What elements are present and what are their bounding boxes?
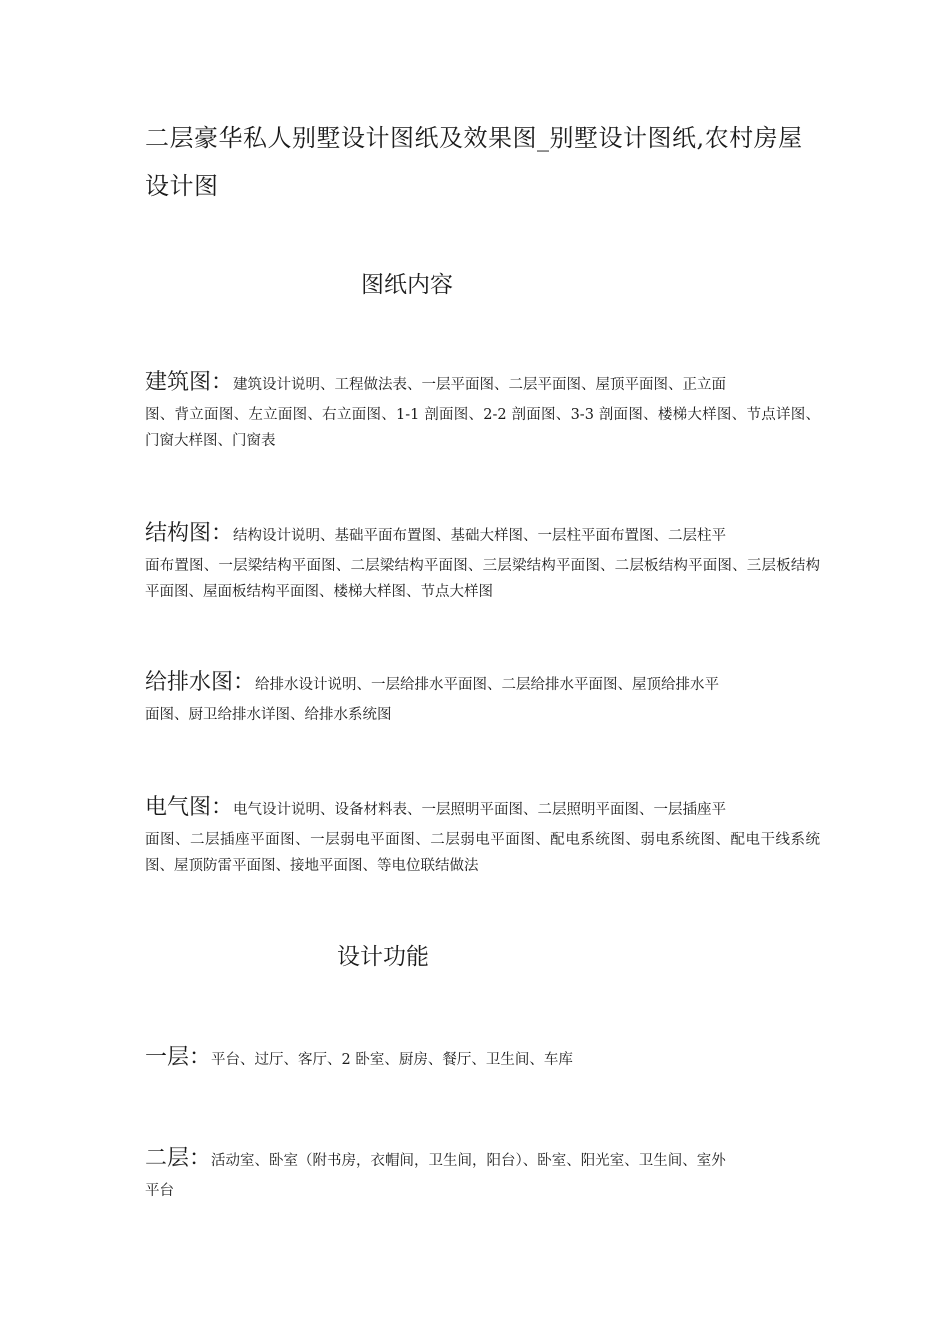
section-text-continued: 面图、二层插座平面图、一层弱电平面图、二层弱电平面图、配电系统图、弱电系统图、配电干线系统图、屋顶防雷平面图、接地平面图、等电位联结做法: [145, 832, 820, 874]
section-structure: [145, 521, 820, 605]
section-text-first-line: 建筑设计说明、工程做法表、一层平面图、二层平面图、屋顶平面图、正立面: [233, 377, 727, 393]
floor-rooms-continued: 平台: [145, 1183, 174, 1199]
section-text-continued: 面布置图、一层梁结构平面图、二层梁结构平面图、三层梁结构平面图、二层板结构平面图、三层板结构平面图、屋面板结构平面图、楼梯大样图、节点大样图: [145, 558, 820, 600]
section-architecture: [145, 370, 820, 454]
section-label: 给排水图：: [145, 670, 256, 695]
floor-rooms: 活动室、卧室（附书房，衣帽间，卫生间，阳台）、卧室、阳光室、卫生间、室外: [211, 1153, 726, 1169]
document-title: 二层豪华私人别墅设计图纸及效果图_别墅设计图纸,农村房屋设计图: [145, 124, 803, 200]
functions-heading: 设计功能: [337, 944, 429, 970]
section-electrical: [145, 795, 820, 879]
section-label: 结构图：: [145, 521, 234, 546]
floor-first: [145, 1045, 820, 1071]
section-text-continued: 图、背立面图、左立面图、右立面图、1-1 剖面图、2-2 剖面图、3-3 剖面图、楼梯大样图、节点详图、门窗大样图、门窗表: [145, 407, 820, 449]
floor-label: 一层：: [145, 1045, 212, 1070]
section-text-first-line: 给排水设计说明、一层给排水平面图、二层给排水平面图、屋顶给排水平: [255, 677, 720, 693]
drawings-heading: 图纸内容: [361, 272, 453, 298]
section-text-continued: 面图、厨卫给排水详图、给排水系统图: [145, 707, 392, 723]
section-label: 电气图：: [145, 795, 234, 820]
floor-rooms: 平台、过厅、客厅、2 卧室、厨房、餐厅、卫生间、车库: [211, 1052, 573, 1068]
section-label: 建筑图：: [145, 370, 234, 395]
section-text-first-line: 结构设计说明、基础平面布置图、基础大样图、一层柱平面布置图、二层柱平: [233, 528, 727, 544]
section-plumbing: [145, 670, 820, 728]
floor-second: [145, 1146, 820, 1204]
floor-label: 二层：: [145, 1146, 212, 1171]
section-text-first-line: 电气设计说明、设备材料表、一层照明平面图、二层照明平面图、一层插座平: [233, 802, 727, 818]
